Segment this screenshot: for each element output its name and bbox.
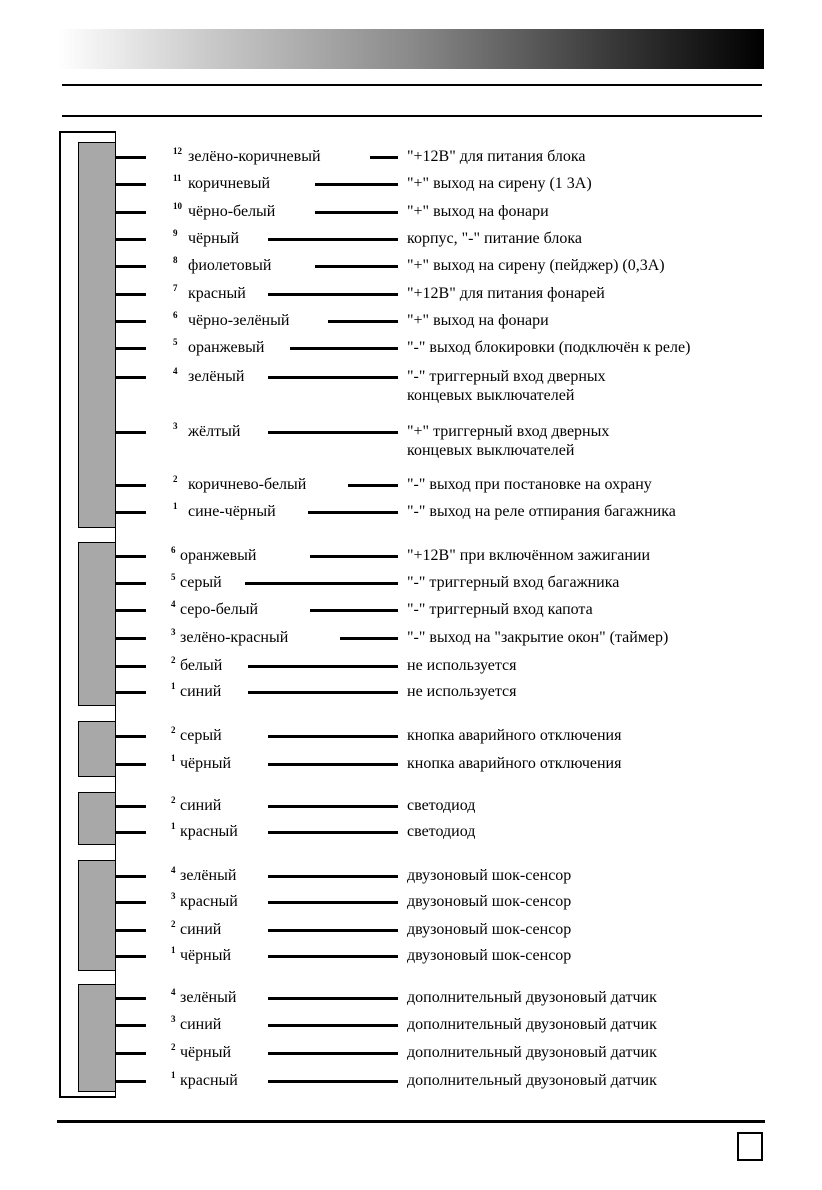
header-rule-bottom	[62, 115, 762, 117]
pin-number: 12	[173, 146, 182, 156]
wire-line	[268, 1080, 398, 1083]
pin-stub	[116, 265, 146, 268]
pin-stub	[116, 347, 146, 350]
wire-function-text: "-" триггерный вход дверных концевых выключателей	[407, 368, 606, 404]
pin-stub	[116, 293, 146, 296]
wire-color-label: серый	[180, 727, 222, 744]
wire-line	[315, 211, 398, 214]
wire-function-text: дополнительный двузоновый датчик	[407, 1072, 657, 1089]
wire-color-label: чёрный	[188, 230, 240, 247]
pin-number: 1	[171, 681, 176, 691]
pin-stub	[116, 376, 146, 379]
pin-number: 6	[171, 545, 176, 555]
pin-number: 4	[171, 987, 176, 997]
pin-stub	[116, 1024, 146, 1027]
wire-function-text: "-" выход на "закрытие окон" (таймер)	[407, 629, 669, 646]
pin-number: 2	[171, 1042, 176, 1052]
pin-stub	[116, 183, 146, 186]
pin-stub	[116, 156, 146, 159]
wire-color-label: красный	[180, 893, 238, 910]
footer-rule	[57, 1120, 765, 1123]
wire-color-label: жёлтый	[188, 423, 241, 440]
page-number-box	[737, 1132, 763, 1161]
wire-function-text: "-" выход на реле отпирания багажника	[407, 503, 676, 520]
pin-number: 3	[171, 1014, 176, 1024]
wire-function-text: двузоновый шок-сенсор	[407, 947, 572, 964]
wire-function-text: "+" выход на сирену (1 3А)	[407, 175, 592, 192]
wire-line	[248, 691, 398, 694]
wire-color-label: оранжевый	[188, 339, 265, 356]
wire-color-label: красный	[188, 285, 246, 302]
wire-function-text: "+12В" при включённом зажигании	[407, 547, 651, 564]
wire-color-label: синий	[180, 683, 222, 700]
wire-color-label: зелёно-красный	[180, 629, 289, 646]
wire-color-label: чёрно-зелёный	[188, 312, 290, 329]
wire-color-label: оранжевый	[180, 547, 257, 564]
pin-stub	[116, 831, 146, 834]
pin-number: 5	[173, 337, 178, 347]
wire-color-label: сине-чёрный	[188, 503, 276, 520]
wire-line	[268, 376, 398, 379]
pin-number: 3	[171, 891, 176, 901]
wire-function-text: светодиод	[407, 823, 476, 840]
wire-line	[268, 431, 398, 434]
pin-stub	[116, 1052, 146, 1055]
wire-line	[340, 637, 398, 640]
wire-function-text: дополнительный двузоновый датчик	[407, 989, 657, 1006]
header-gradient-bar	[58, 29, 764, 69]
wire-function-text: "+" выход на фонари	[407, 312, 549, 329]
wire-function-text: "+" выход на фонари	[407, 203, 549, 220]
pin-number: 2	[173, 474, 178, 484]
pin-stub	[116, 484, 146, 487]
pin-number: 8	[173, 255, 178, 265]
wire-function-text: двузоновый шок-сенсор	[407, 867, 572, 884]
pin-stub	[116, 211, 146, 214]
wire-color-label: белый	[180, 657, 223, 674]
wire-function-text: "+12В" для питания блока	[407, 148, 586, 165]
pin-number: 11	[173, 173, 182, 183]
wire-line	[268, 763, 398, 766]
pin-number: 1	[171, 945, 176, 955]
wire-function-text: "+12В" для питания фонарей	[407, 285, 605, 302]
wire-line	[310, 555, 398, 558]
wire-line	[310, 609, 398, 612]
pin-number: 1	[171, 1070, 176, 1080]
pin-number: 3	[173, 421, 178, 431]
wire-function-text: корпус, "-" питание блока	[407, 230, 583, 247]
wire-function-text: "-" выход при постановке на охрану	[407, 476, 652, 493]
pin-number: 5	[171, 572, 176, 582]
wire-color-label: чёрный	[180, 1044, 232, 1061]
wire-line	[245, 582, 398, 585]
pin-stub	[116, 511, 146, 514]
pin-stub	[116, 609, 146, 612]
connector-block-2	[78, 542, 116, 706]
pin-stub	[116, 901, 146, 904]
wire-function-text: светодиод	[407, 797, 476, 814]
wire-line	[248, 665, 398, 668]
wire-function-text: "+" выход на сирену (пейджер) (0,3А)	[407, 257, 665, 274]
wire-function-text: дополнительный двузоновый датчик	[407, 1044, 657, 1061]
wire-function-text: кнопка аварийного отключения	[407, 727, 622, 744]
wire-color-label: красный	[180, 1072, 238, 1089]
pin-number: 9	[173, 228, 178, 238]
wire-function-text: "+" триггерный вход дверных концевых выключателей	[407, 423, 610, 459]
wire-color-label: красный	[180, 823, 238, 840]
wire-color-label: зелёный	[180, 989, 237, 1006]
wire-function-text: "-" выход блокировки (подключён к реле)	[407, 339, 691, 356]
wire-line	[268, 735, 398, 738]
wire-color-label: серый	[180, 574, 222, 591]
pin-stub	[116, 691, 146, 694]
wire-color-label: серо-белый	[180, 601, 259, 618]
pin-stub	[116, 582, 146, 585]
pin-stub	[116, 805, 146, 808]
wire-line	[268, 997, 398, 1000]
pin-number: 1	[173, 501, 178, 511]
pin-stub	[116, 763, 146, 766]
pin-stub	[116, 665, 146, 668]
wire-color-label: чёрный	[180, 947, 232, 964]
pin-stub	[116, 320, 146, 323]
wire-color-label: зелёно-коричневый	[188, 148, 321, 165]
wire-function-text: двузоновый шок-сенсор	[407, 893, 572, 910]
wire-function-text: кнопка аварийного отключения	[407, 755, 622, 772]
pin-stub	[116, 955, 146, 958]
wire-color-label: синий	[180, 1016, 222, 1033]
wire-function-text: не используется	[407, 657, 517, 674]
pin-stub	[116, 238, 146, 241]
wire-line	[268, 929, 398, 932]
pin-number: 2	[171, 919, 176, 929]
wire-color-label: коричневый	[188, 175, 271, 192]
pin-number: 4	[171, 865, 176, 875]
wire-function-text: двузоновый шок-сенсор	[407, 921, 572, 938]
wire-line	[328, 320, 398, 323]
wire-line	[268, 293, 398, 296]
pin-stub	[116, 875, 146, 878]
pin-stub	[116, 1080, 146, 1083]
wire-function-text: "-" триггерный вход багажника	[407, 574, 620, 591]
wire-line	[268, 238, 398, 241]
wire-line	[268, 1024, 398, 1027]
connector-block-5	[78, 860, 116, 971]
pin-number: 6	[173, 310, 178, 320]
wire-line	[268, 831, 398, 834]
connector-block-3	[78, 721, 116, 777]
wire-color-label: чёрно-белый	[188, 203, 276, 220]
wire-line	[268, 875, 398, 878]
pin-stub	[116, 431, 146, 434]
wire-color-label: фиолетовый	[188, 257, 272, 274]
wire-line	[268, 955, 398, 958]
wire-color-label: зелёный	[188, 368, 245, 385]
pin-number: 2	[171, 655, 176, 665]
wire-function-text: не используется	[407, 683, 517, 700]
wire-function-text: дополнительный двузоновый датчик	[407, 1016, 657, 1033]
pin-number: 4	[173, 366, 178, 376]
connector-block-4	[78, 792, 116, 845]
pin-number: 3	[171, 627, 176, 637]
wire-line	[268, 1052, 398, 1055]
header-rule-top	[62, 84, 762, 86]
pin-number: 2	[171, 725, 176, 735]
pin-number: 1	[171, 821, 176, 831]
wire-line	[370, 156, 398, 159]
pin-number: 2	[171, 795, 176, 805]
wire-line	[268, 805, 398, 808]
wire-function-text: "-" триггерный вход капота	[407, 601, 593, 618]
pin-stub	[116, 555, 146, 558]
connector-block-1	[78, 142, 116, 528]
pin-number: 4	[171, 599, 176, 609]
wire-color-label: синий	[180, 797, 222, 814]
wire-line	[315, 183, 398, 186]
wire-line	[290, 347, 398, 350]
wire-line	[308, 511, 398, 514]
wire-color-label: зелёный	[180, 867, 237, 884]
wire-color-label: чёрный	[180, 755, 232, 772]
connector-block-6	[78, 984, 116, 1092]
pin-stub	[116, 997, 146, 1000]
wire-line	[348, 484, 398, 487]
wire-color-label: синий	[180, 921, 222, 938]
pin-number: 1	[171, 753, 176, 763]
wire-line	[268, 901, 398, 904]
pin-stub	[116, 735, 146, 738]
pin-stub	[116, 637, 146, 640]
wire-color-label: коричнево-белый	[188, 476, 307, 493]
pin-stub	[116, 929, 146, 932]
wire-line	[315, 265, 398, 268]
pin-number: 7	[173, 283, 178, 293]
pin-number: 10	[173, 201, 182, 211]
